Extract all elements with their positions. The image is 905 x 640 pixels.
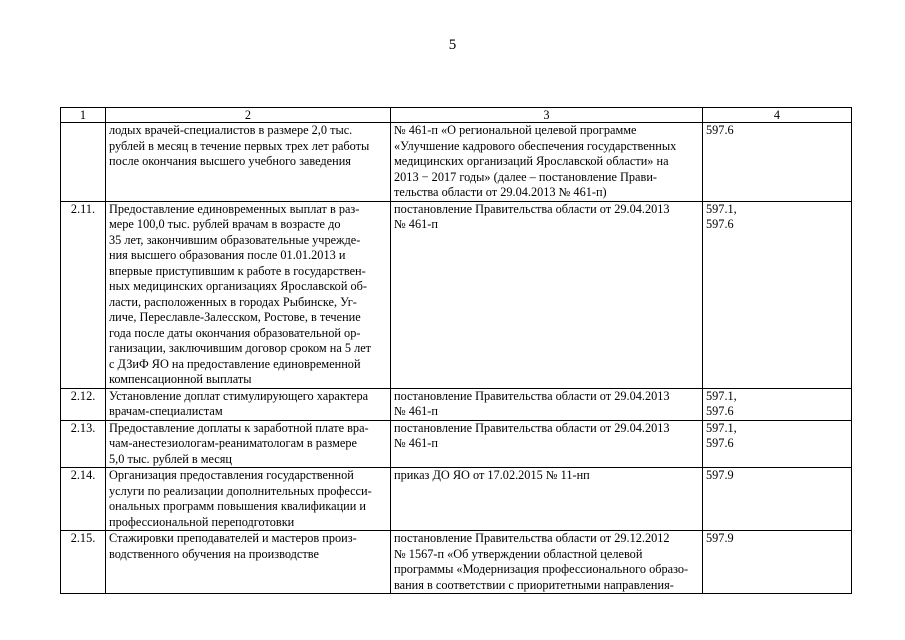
code-cell: 597.6 bbox=[703, 123, 852, 202]
measures-table bbox=[60, 107, 852, 594]
table-row bbox=[61, 531, 852, 594]
measure-cell: Стажировки преподавателей и мастеров произ- водственного обучения на производстве bbox=[106, 531, 391, 594]
document-cell: постановление Правительства области от 29.04.2013 № 461-п bbox=[391, 388, 703, 420]
measure-cell: Предоставление единовременных выплат в раз- мере 100,0 тыс. рублей врачам в возрасте до 35 лет, закончившим образовательные учрежде- ния высшего образования после 01.01.2013 и впервые приступившим к работе в государствен- ных медицинских организациях Ярославской об- ласти, расположенных в городах Рыбинске, Уг- личе, Переславле-Залесском, Ростове, в течение года после даты окончания образовательной ор- ганизации, заключившим договор сроком на 5 лет с ДЗиФ ЯО на предоставление единовременной компенсационной выплаты bbox=[106, 201, 391, 388]
page-number: 5 bbox=[448, 37, 457, 53]
row-number: 2.12. bbox=[61, 388, 106, 420]
row-number bbox=[61, 123, 106, 202]
table-header-row bbox=[61, 108, 852, 123]
code-cell: 597.9 bbox=[703, 468, 852, 531]
measure-cell: Организация предоставления государственной услуги по реализации дополнительных професси- ональных программ повышения квалификации и профессиональной переподготовки bbox=[106, 468, 391, 531]
code-cell: 597.1, 597.6 bbox=[703, 201, 852, 388]
measure-cell: Предоставление доплаты к заработной плате вра- чам-анестезиологам-реаниматологам в размере 5,0 тыс. рублей в месяц bbox=[106, 420, 391, 468]
code-cell: 597.1, 597.6 bbox=[703, 388, 852, 420]
document-cell: постановление Правительства области от 29.04.2013 № 461-п bbox=[391, 420, 703, 468]
row-number: 2.13. bbox=[61, 420, 106, 468]
measure-cell: Установление доплат стимулирующего характера врачам-специалистам bbox=[106, 388, 391, 420]
table-row bbox=[61, 420, 852, 468]
column-header: 2 bbox=[106, 108, 391, 123]
document-cell: постановление Правительства области от 29.12.2012 № 1567-п «Об утверждении областной целевой программы «Модернизация профессионального образо- вания в соответствии с приоритетными направления- bbox=[391, 531, 703, 594]
table-row bbox=[61, 123, 852, 202]
column-header: 3 bbox=[391, 108, 703, 123]
table-row bbox=[61, 201, 852, 388]
code-cell: 597.1, 597.6 bbox=[703, 420, 852, 468]
column-header: 4 bbox=[703, 108, 852, 123]
table-row bbox=[61, 388, 852, 420]
row-number: 2.15. bbox=[61, 531, 106, 594]
document-cell: постановление Правительства области от 29.04.2013 № 461-п bbox=[391, 201, 703, 388]
row-number: 2.11. bbox=[61, 201, 106, 388]
document-cell: № 461-п «О региональной целевой программе «Улучшение кадрового обеспечения государственных медицинских организаций Ярославской области» на 2013 − 2017 годы» (далее – постановление Прави- тельства области от 29.04.2013 № 461-п) bbox=[391, 123, 703, 202]
document-cell: приказ ДО ЯО от 17.02.2015 № 11-нп bbox=[391, 468, 703, 531]
column-header: 1 bbox=[61, 108, 106, 123]
table-row bbox=[61, 468, 852, 531]
measure-cell: лодых врачей-специалистов в размере 2,0 тыс. рублей в месяц в течение первых трех лет работы после окончания высшего учебного заведения bbox=[106, 123, 391, 202]
code-cell: 597.9 bbox=[703, 531, 852, 594]
row-number: 2.14. bbox=[61, 468, 106, 531]
